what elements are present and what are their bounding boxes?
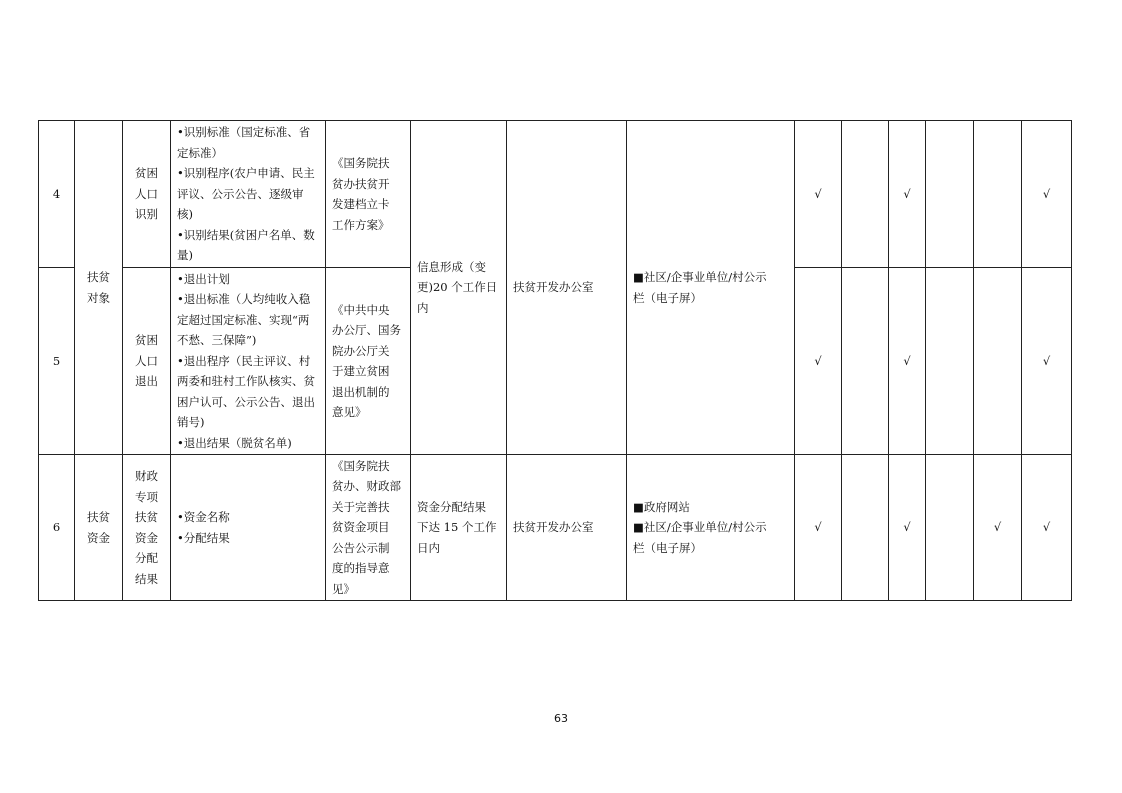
subject-cell: 扶贫开发办公室 — [507, 455, 627, 601]
row-number: 4 — [39, 121, 75, 268]
check-cell: √ — [889, 268, 926, 455]
check-cell: √ — [795, 121, 842, 268]
table-row — [39, 121, 1072, 268]
check-cell — [842, 121, 889, 268]
check-cell: √ — [1022, 268, 1072, 455]
check-cell — [926, 455, 974, 601]
content-cell: • 退出计划 • 退出标准（人均纯收入稳定超过国定标准、实现“两不愁、三保障”) • 退出程序（民主评议、村两委和驻村工作队核实、贫困户认可、公示公告、退出销号) • 退出结果（脱贫名单) — [171, 268, 326, 455]
check-cell: √ — [1022, 121, 1072, 268]
content-cell: • 资金名称 • 分配结果 — [171, 455, 326, 601]
check-cell — [926, 268, 974, 455]
check-cell — [842, 455, 889, 601]
category-cell: 扶贫 对象 — [75, 121, 123, 455]
table-row — [39, 455, 1072, 601]
check-cell: √ — [1022, 455, 1072, 601]
page-number: 63 — [554, 712, 568, 725]
disclosure-table — [38, 120, 1072, 601]
basis-cell: 《国务院扶 贫办扶贫开 发建档立卡 工作方案》 — [326, 121, 411, 268]
row-number: 6 — [39, 455, 75, 601]
subject-cell: 扶贫开发办公室 — [507, 121, 627, 455]
item-cell: 贫困 人口 识别 — [123, 121, 171, 268]
check-cell — [842, 268, 889, 455]
check-cell — [926, 121, 974, 268]
channel-cell: ■ 政府网站 ■ 社区/企事业单位/村公示 栏（电子屏） — [627, 455, 795, 601]
check-cell — [974, 121, 1022, 268]
check-cell: √ — [795, 455, 842, 601]
time-limit-cell: 信息形成（变 更)20 个工作日 内 — [411, 121, 507, 455]
channel-cell: ■ 社区/企事业单位/村公示 栏（电子屏） — [627, 121, 795, 455]
check-cell: √ — [889, 121, 926, 268]
item-cell: 财政 专项 扶贫 资金 分配 结果 — [123, 455, 171, 601]
check-cell: √ — [889, 455, 926, 601]
item-cell: 贫困 人口 退出 — [123, 268, 171, 455]
category-cell: 扶贫 资金 — [75, 455, 123, 601]
check-cell: √ — [974, 455, 1022, 601]
row-number: 5 — [39, 268, 75, 455]
content-cell: • 识别标准（国定标准、省定标准） • 识别程序(农户申请、民主评议、公示公告、逐级审核) • 识别结果(贫困户名单、数量) — [171, 121, 326, 268]
check-cell — [974, 268, 1022, 455]
basis-cell: 《国务院扶 贫办、财政部 关于完善扶 贫资金项目 公告公示制 度的指导意 见》 — [326, 455, 411, 601]
check-cell: √ — [795, 268, 842, 455]
time-limit-cell: 资金分配结果 下达 15 个工作 日内 — [411, 455, 507, 601]
basis-cell: 《中共中央 办公厅、国务 院办公厅关 于建立贫困 退出机制的 意见》 — [326, 268, 411, 455]
